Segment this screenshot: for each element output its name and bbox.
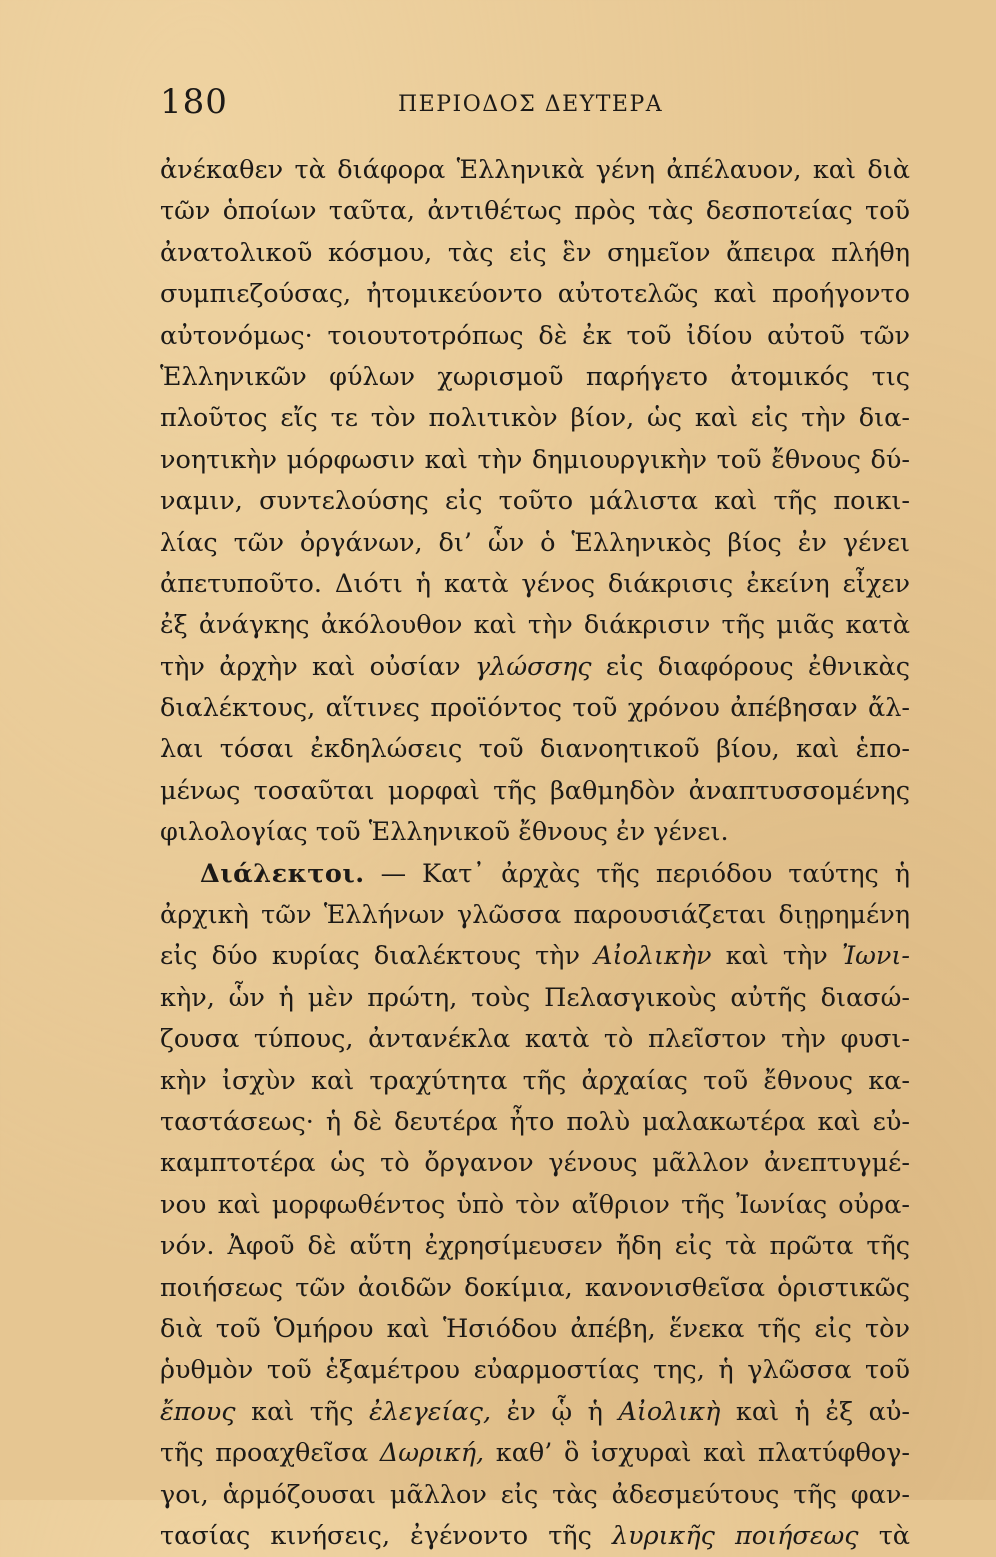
- text-line: νοητικὴν μόρφωσιν καὶ τὴν δημιουργικὴν τοῦ ἔθνους δύ-: [160, 444, 910, 475]
- text-line: [160, 647, 910, 688]
- text-line: [160, 936, 910, 977]
- text-line: φιλολογίας τοῦ Ἑλληνικοῦ ἔθνους ἐν γένει.: [160, 817, 729, 848]
- text-line: γοι, ἁρμόζουσαι μᾶλλον εἰς τὰς ἀδεσμεύτους τῆς φαν-: [160, 1479, 910, 1510]
- page-header: [160, 82, 920, 132]
- text-segment: εἰς δύο κυρίας διαλέκτους τὴν: [160, 941, 580, 972]
- text-line: λαι τόσαι ἐκδηλώσεις τοῦ διανοητικοῦ βίου, καὶ ἑπο-: [160, 734, 910, 765]
- text-line: ζουσα τύπους, ἀντανέκλα κατὰ τὸ πλεῖστον τὴν φυσι-: [160, 1024, 910, 1055]
- text-segment: καθ’ ὃ ἰσχυραὶ καὶ πλατύφθογ-: [495, 1438, 911, 1469]
- italic-term: λυρικῆς ποιήσεως: [611, 1520, 859, 1551]
- section-heading: Διάλεκτοι.: [200, 858, 365, 889]
- text-line: ναμιν, συντελούσης εἰς τοῦτο μάλιστα καὶ τῆς ποικι-: [160, 486, 910, 517]
- text-line: κὴν, ὧν ἡ μὲν πρώτη, τοὺς Πελασγικοὺς αὐτῆς διασώ-: [160, 982, 910, 1013]
- text-line: ἀνατολικοῦ κόσμου, τὰς εἰς ἓν σημεῖον ἄπειρα πλήθη: [160, 237, 910, 268]
- text-line: καμπτοτέρα ὡς τὸ ὄργανον γένους μᾶλλον ἀνεπτυγμέ-: [160, 1148, 910, 1179]
- text-line: ἀρχικὴ τῶν Ἑλλήνων γλῶσσα παρουσιάζεται διῃρημένη: [160, 900, 910, 931]
- text-line: λίας τῶν ὀργάνων, δι’ ὧν ὁ Ἑλληνικὸς βίος ἐν γένει: [160, 527, 910, 558]
- text-line: ἀνέκαθεν τὰ διάφορα Ἑλληνικὰ γένη ἀπέλαυον, καὶ διὰ: [160, 155, 910, 185]
- italic-term: Ἰωνι-: [841, 941, 911, 972]
- text-segment: εἰς διαφόρους ἐθνικὰς: [605, 651, 910, 682]
- body-text: [160, 150, 910, 1557]
- text-line: [160, 1516, 910, 1557]
- text-line: νόν. Ἀφοῦ δὲ αὕτη ἐχρησίμευσεν ἤδη εἰς τὰ πρῶτα τῆς: [160, 1231, 910, 1262]
- italic-term: Δωρική,: [379, 1438, 485, 1469]
- text-segment: τῆς προαχθεῖσα: [160, 1438, 369, 1469]
- text-line: [160, 1433, 910, 1474]
- text-segment: — Κατ᾽ ἀρχὰς τῆς περιόδου ταύτης ἡ: [380, 858, 910, 889]
- text-line: Ἑλληνικῶν φύλων χωρισμοῦ παρήγετο ἀτομικός τις: [160, 361, 910, 392]
- text-segment: καὶ τὴν: [725, 941, 828, 972]
- text-line: ἀπετυποῦτο. Διότι ἡ κατὰ γένος διάκρισις ἐκείνη εἶχεν: [160, 568, 910, 599]
- text-segment: καὶ τῆς: [251, 1396, 354, 1427]
- text-segment: τὰ: [878, 1520, 911, 1551]
- text-segment: καὶ ἡ ἐξ αὐ-: [735, 1396, 911, 1427]
- text-line: διὰ τοῦ Ὁμήρου καὶ Ἡσιόδου ἀπέβη, ἕνεκα τῆς εἰς τὸν: [160, 1313, 910, 1344]
- text-line: ἐξ ἀνάγκης ἀκόλουθον καὶ τὴν διάκρισιν τῆς μιᾶς κατὰ: [160, 610, 910, 641]
- text-segment: ἐν ᾧ ἡ: [506, 1396, 603, 1427]
- italic-term: ἐλεγείας,: [369, 1396, 492, 1427]
- text-line: κὴν ἰσχὺν καὶ τραχύτητα τῆς ἀρχαίας τοῦ ἔθνους κα-: [160, 1065, 910, 1096]
- section-heading-line: [160, 854, 910, 895]
- text-line: τῶν ὁποίων ταῦτα, ἀντιθέτως πρὸς τὰς δεσποτείας τοῦ: [160, 196, 910, 227]
- text-line: ταστάσεως· ἡ δὲ δευτέρα ἦτο πολὺ μαλακωτέρα καὶ εὐ-: [160, 1106, 910, 1137]
- italic-term: Αἰολικὴ: [618, 1396, 721, 1427]
- text-line: συμπιεζούσας, ἠτομικεύοντο αὐτοτελῶς καὶ προήγοντο: [160, 279, 910, 310]
- text-line: ποιήσεως τῶν ἀοιδῶν δοκίμια, κανονισθεῖσα ὁριστικῶς: [160, 1272, 910, 1303]
- italic-term: ἔπους: [160, 1396, 236, 1427]
- text-segment: τὴν ἀρχὴν καὶ οὐσίαν: [160, 651, 461, 682]
- text-line: μένως τοσαῦται μορφαὶ τῆς βαθμηδὸν ἀναπτυσσομένης: [160, 775, 910, 806]
- text-segment: τασίας κινήσεις, ἐγένοντο τῆς: [160, 1520, 592, 1551]
- text-line: πλοῦτος εἴς τε τὸν πολιτικὸν βίον, ὡς καὶ εἰς τὴν δια-: [160, 403, 910, 434]
- text-line: διαλέκτους, αἵτινες προϊόντος τοῦ χρόνου ἀπέβησαν ἄλ-: [160, 693, 910, 724]
- text-line: νου καὶ μορφωθέντος ὑπὸ τὸν αἴθριον τῆς Ἰωνίας οὐρα-: [160, 1189, 910, 1220]
- running-head: ΠΕΡΙΟΔΟΣ ΔΕΥΤΕΡΑ: [398, 92, 664, 117]
- italic-term: γλώσσης: [474, 651, 592, 682]
- text-line: [160, 1392, 910, 1433]
- italic-term: Αἰολικὴν: [594, 941, 712, 972]
- page-number: 180: [160, 82, 228, 122]
- text-line: ῥυθμὸν τοῦ ἑξαμέτρου εὐαρμοστίας της, ἡ γλῶσσα τοῦ: [160, 1355, 910, 1386]
- text-line: αὐτονόμως· τοιουτοτρόπως δὲ ἐκ τοῦ ἰδίου αὐτοῦ τῶν: [160, 320, 910, 351]
